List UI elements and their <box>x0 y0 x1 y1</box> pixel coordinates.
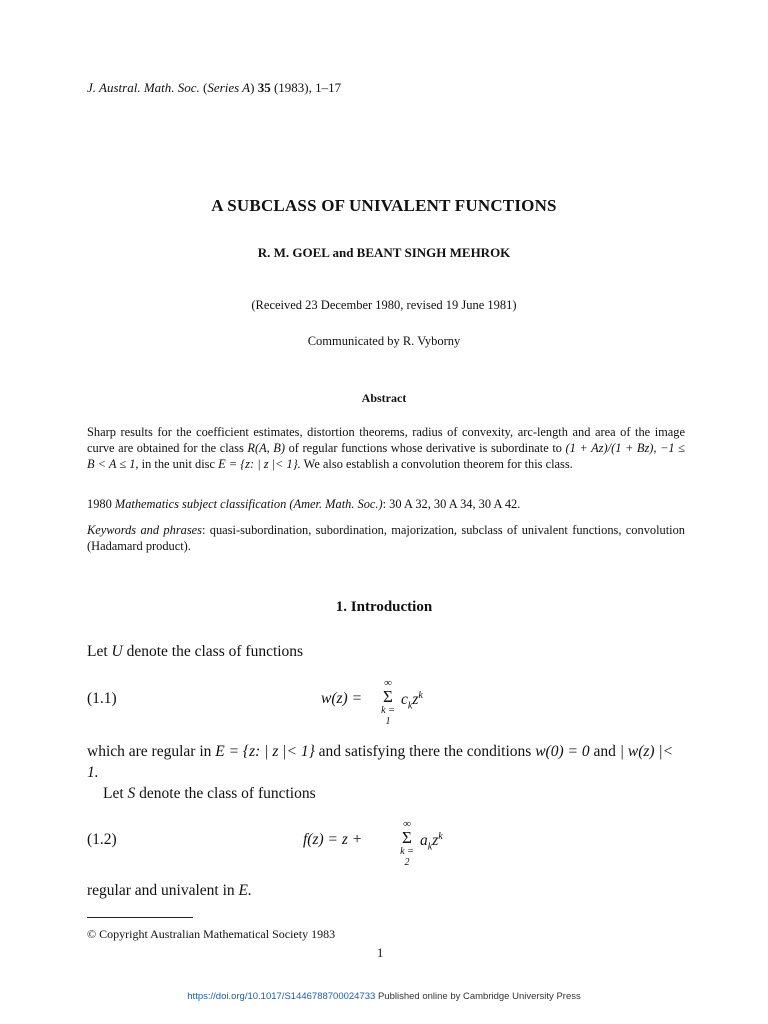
equation-number-1-1: (1.1) <box>87 690 117 707</box>
summation-1-2: ∞ Σ k = 2 <box>400 818 414 868</box>
subordinate-expression: (1 + Az)/(1 + Bz), −1 ≤ B < A ≤ 1, <box>87 441 685 471</box>
abstract-text: Sharp results for the coefficient estimates, distortion theorems, radius of convexity, arc-length and area of the image curve are obtained for the class R(A, B) of regular functions whose derivative is subordinate to (1 + Az)/(1 + Bz), −1 ≤ B < A ≤ 1, in the unit disc E = {z: | z |< 1}. We also establish a convolution theorem for this class. <box>87 425 685 471</box>
paragraph-2: which are regular in E = {z: | z |< 1} and satisfying there the conditions w(0) = 0 and | w(z) |< 1. Let S denote the class of functions <box>87 743 674 802</box>
equation-1-1: w(z) = <box>321 690 363 707</box>
paper-title: A SUBCLASS OF UNIVALENT FUNCTIONS <box>211 196 557 215</box>
paragraph-1: Let U denote the class of functions <box>87 643 304 660</box>
keywords: Keywords and phrases: quasi-subordination, subordination, majorization, subclass of univalent functions, convolution (Hadamard product). <box>87 523 685 553</box>
doi-link[interactable]: https://doi.org/10.1017/S1446788700024733 <box>187 991 376 1002</box>
paragraph-3: regular and univalent in E. <box>87 882 252 899</box>
copyright-notice: © Copyright Australian Mathematical Society 1983 <box>87 927 336 941</box>
journal-series: Series A <box>207 80 251 95</box>
page-number: 1 <box>377 946 384 960</box>
abstract-heading: Abstract <box>361 391 407 405</box>
journal-citation: J. Austral. Math. Soc. (Series A) 35 (1983), 1–17 <box>87 80 342 95</box>
summation-1-1: ∞ Σ k = 1 <box>381 677 395 727</box>
received-dates: (Received 23 December 1980, revised 19 June 1981) <box>251 298 517 312</box>
summand-1-1: $c_kz^k$ <box>401 690 423 712</box>
equation-1-2: f(z) = z + <box>303 831 363 848</box>
journal-year-pages: (1983), 1–17 <box>273 80 342 95</box>
communicated-by: Communicated by R. Vyborny <box>307 334 461 348</box>
summand-1-2: $a_kz^k$ <box>420 831 443 853</box>
published-note: Published online by Cambridge University Press <box>377 991 581 1002</box>
journal-volume: 35 <box>257 80 271 95</box>
paper-authors: R. M. GOEL and BEANT SINGH MEHROK <box>257 245 511 260</box>
journal-name: J. Austral. Math. Soc. <box>87 80 200 95</box>
footnote-rule <box>87 917 193 918</box>
class-symbol: R(A, B) <box>247 441 285 455</box>
doi-footer <box>0 991 768 1002</box>
subject-classification: 1980 Mathematics subject classification (Amer. Math. Soc.): 30 A 32, 30 A 34, 30 A 42. <box>87 497 521 511</box>
section-heading: 1. Introduction <box>335 599 433 615</box>
equation-number-1-2: (1.2) <box>87 831 117 848</box>
unit-disc-expression: E = {z: | z |< 1}. <box>218 457 301 471</box>
